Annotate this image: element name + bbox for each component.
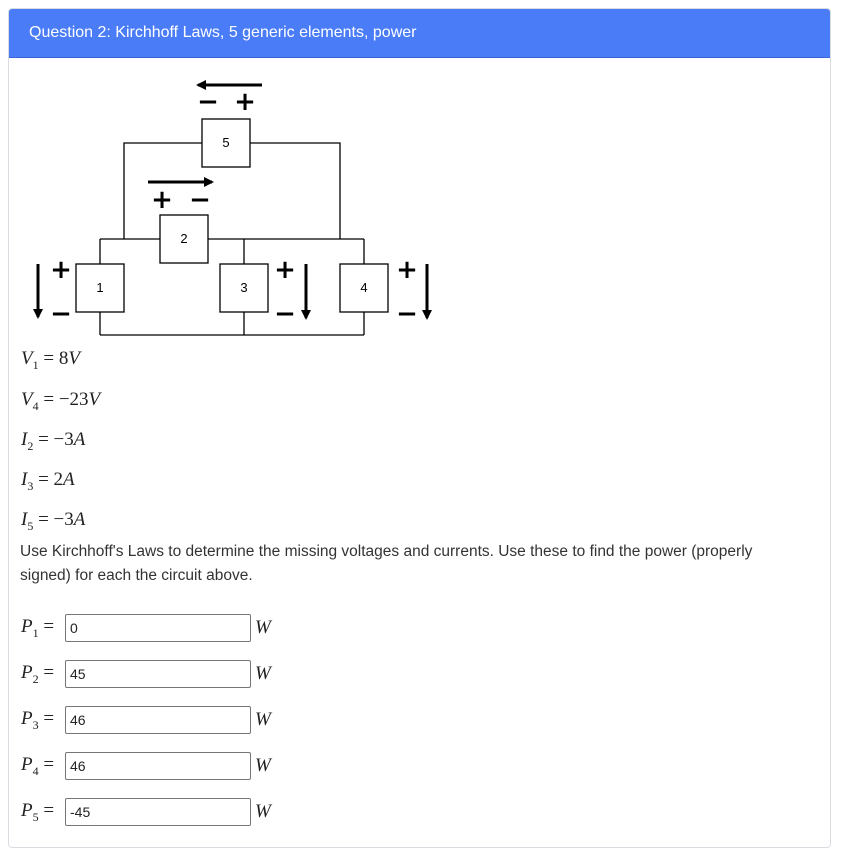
answer-row-p5 <box>21 797 271 827</box>
polarity-plus-1: + <box>50 255 72 285</box>
polarity-minus-5: − <box>197 87 219 117</box>
given-v4: $V_4 = -23V$ <box>21 389 101 413</box>
element-label-1: 1 <box>96 280 104 295</box>
p1-input[interactable] <box>65 614 251 642</box>
polarity-minus-3: − <box>274 299 296 329</box>
polarity-plus-3: + <box>274 255 296 285</box>
element-box-4 <box>340 264 388 312</box>
p4-input[interactable] <box>65 752 251 780</box>
given-i5: $I_5 = -3A$ <box>21 509 86 533</box>
answer-row-p2 <box>21 659 271 689</box>
element-box-5 <box>202 119 250 167</box>
given-i2: $I_2 = -3A$ <box>21 429 86 453</box>
answer-label-p1: $P_1$ = <box>21 615 55 640</box>
element-label-2: 2 <box>180 231 188 246</box>
unit-w-p1: W <box>255 617 271 638</box>
given-v1: $V_1 = 8V$ <box>21 348 80 372</box>
answer-label-p4: $P_4$ = <box>21 753 55 778</box>
polarity-minus-1: − <box>50 299 72 329</box>
unit-w-p2: W <box>255 663 271 684</box>
polarity-plus-5: + <box>234 87 256 117</box>
element-box-3 <box>220 264 268 312</box>
unit-w-p5: W <box>255 801 271 822</box>
circuit-diagram <box>24 68 444 343</box>
polarity-minus-4: − <box>396 299 418 329</box>
polarity-plus-2: + <box>151 185 173 215</box>
element-box-1 <box>76 264 124 312</box>
answer-row-p3 <box>21 705 271 735</box>
polarity-plus-4: + <box>396 255 418 285</box>
p2-input[interactable] <box>65 660 251 688</box>
unit-w-p4: W <box>255 755 271 776</box>
question-header <box>9 9 830 58</box>
p3-input[interactable] <box>65 706 251 734</box>
unit-w-p3: W <box>255 709 271 730</box>
element-label-5: 5 <box>222 135 230 150</box>
answer-label-p3: $P_3$ = <box>21 707 55 732</box>
answer-row-p4 <box>21 751 271 781</box>
question-title: Question 2: Kirchhoff Laws, 5 generic elements, power <box>29 24 417 41</box>
polarity-minus-2: − <box>189 185 211 215</box>
answer-label-p2: $P_2$ = <box>21 661 55 686</box>
answer-label-p5: $P_5$ = <box>21 799 55 824</box>
answer-row-p1 <box>21 613 271 643</box>
element-label-3: 3 <box>240 280 248 295</box>
element-label-4: 4 <box>360 280 368 295</box>
p5-input[interactable] <box>65 798 251 826</box>
element-box-2 <box>160 215 208 263</box>
given-i3: $I_3 = 2A$ <box>21 469 75 493</box>
question-prompt: Use Kirchhoff's Laws to determine the missing voltages and currents. Use these to find the power (properly signed) for each the circuit above. <box>20 543 753 584</box>
